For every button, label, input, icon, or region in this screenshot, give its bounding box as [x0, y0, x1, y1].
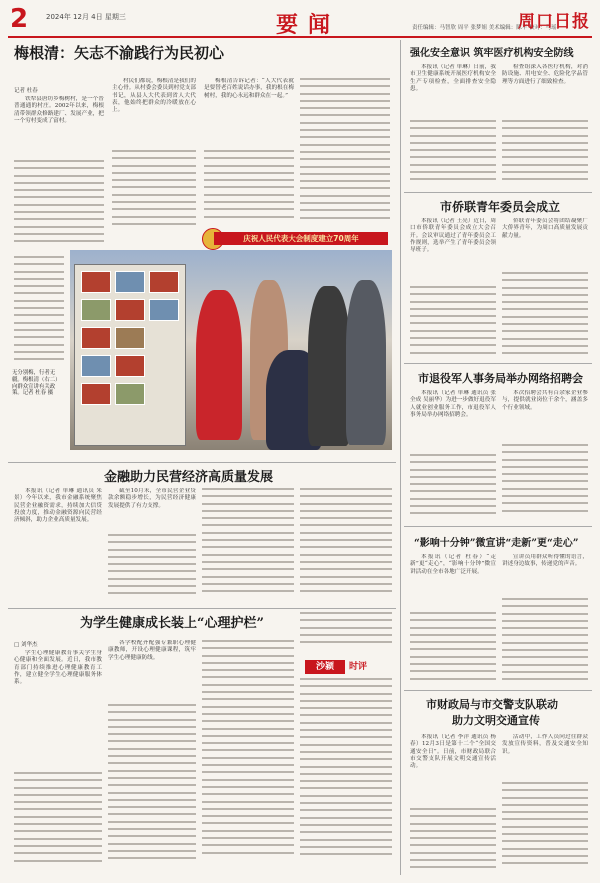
hospital-paragraph-1: 本报讯（记者 单琳）日前，我市卫生健康系统开展医疗机构安全生产专项检查，全面排查安全隐患。 — [410, 64, 496, 92]
lead-headline: 梅根清：矢志不渝践行为民初心 — [14, 44, 225, 62]
finance-paragraph-2: 截至10月末，全市民营企业贷款余额稳步增长，为民营经济健康发展提供了有力支撑。 — [108, 488, 196, 509]
masthead — [8, 6, 592, 38]
veterans-headline: 市退役军人事务局举办网络招聘会 — [418, 372, 583, 385]
overseas-text-filler — [410, 286, 496, 358]
lead-photo — [70, 250, 392, 450]
lead-text-filler — [14, 256, 64, 368]
editor-credits: 责任编辑：马智欣 周平 张梦姐 美术编辑：陈平 校对：马瑶 — [412, 25, 557, 31]
psychology-paragraph-2: 各学校配齐配强专兼职心理健康教师，开设心理健康课程，筑牢学生心理健康防线。 — [108, 640, 196, 661]
psychology-byline: □ 刘华杰 — [14, 642, 38, 648]
lead-text-filler — [14, 160, 104, 252]
lead-text-filler — [112, 150, 196, 235]
overseas-headline: 市侨联青年委员会成立 — [440, 200, 561, 214]
lead-paragraph-1: 铁犁县唐坊乡梅树村，是一个普普通通的村庄。2002年以来，梅根清带领群众修路建厂、发展产业，把一个穷村变成了富村。 — [14, 96, 104, 124]
finance-text-filler — [108, 534, 196, 602]
psychology-text-filler — [300, 612, 392, 656]
lead-byline: 记者 杜春 — [14, 88, 38, 94]
row-divider — [8, 462, 396, 463]
traffic-headline-line-1: 市财政局与市交警支队联动 — [426, 698, 558, 711]
row-divider — [404, 363, 592, 364]
overseas-paragraph-1: 本报讯（记者 王亮）近日，周口市侨联青年委员会成立大会召开。会议审议通过了青年委员会工作规则，选举产生了青年委员会领导班子。 — [410, 218, 496, 254]
hospital-paragraph-2: 检查组深入各医疗机构，对消防设施、用电安全、危险化学品管理等方面进行了细致检查。 — [502, 64, 588, 85]
finance-text-filler — [300, 488, 392, 603]
lead-paragraph-2: 村民们都说，梅根清是我们的主心骨。从村委会委员到村党支部书记，从县人大代表到省人大代表，他始终把群众的冷暖放在心上。 — [112, 78, 196, 114]
psychology-text-filler — [108, 704, 196, 872]
issue-date: 2024年 12月 4日 星期三 — [46, 13, 126, 21]
row-divider — [404, 526, 592, 527]
exhibition-board — [74, 264, 186, 446]
volunteer-figure — [196, 290, 242, 440]
veterans-paragraph-1: 本报讯（记者 单琳 通讯员 张全成 吴丽华）为进一步做好退役军人就业创业服务工作，市退役军人事务局举办网络招聘会。 — [410, 390, 496, 418]
page-number: 2 — [10, 4, 29, 34]
finance-text-filler — [202, 488, 294, 603]
row-divider — [404, 192, 592, 193]
traffic-text-filler — [410, 808, 496, 874]
commentary-label-brand: 沙颍 — [305, 660, 345, 674]
section-title: 要闻 — [276, 12, 341, 38]
psychology-headline: 为学生健康成长装上“心理护栏” — [80, 616, 264, 631]
lead-paragraph-3: 梅根清告诉记者：“人大代表就是要替老百姓说话办事，我的根在梅树村，我的心永远和群众在一起。” — [204, 78, 294, 99]
commentary-label — [305, 660, 393, 674]
traffic-headline-line-2: 助力文明交通宣传 — [452, 714, 540, 727]
lead-text-filler — [300, 78, 390, 228]
overseas-text-filler — [502, 272, 588, 358]
villager-figure — [308, 286, 350, 446]
video-text-filler — [502, 598, 588, 684]
finance-paragraph-1: 本报讯（记者 单琳 通讯员 朱景）今年以来，我市金融系统聚焦民营企业融资需求，持续加大信贷投放力度，推动金融资源向民营经济倾斜，助力企业高质量发展。 — [14, 488, 102, 524]
veterans-text-filler — [502, 444, 588, 520]
video-text-filler — [410, 612, 496, 684]
villager-figure — [346, 280, 386, 445]
video-paragraph-2: 宣讲员用群众听得懂的语言，讲述身边故事，传递党的声音。 — [502, 554, 588, 568]
row-divider — [8, 608, 396, 609]
commentary-text-filler — [300, 678, 392, 872]
hospital-text-filler — [410, 120, 496, 186]
video-paragraph-1: 本报讯（记者 杜春）“走新”更“走心”，“影响十分钟”微宣讲活动在全市各地广泛开展。 — [410, 554, 496, 575]
psychology-paragraph-1: 学生心理健康教育事关学生身心健康和全面发展。近日，我市教育部门持续推进心理健康教育工作，建立健全学生心理健康服务体系。 — [14, 650, 102, 686]
psychology-text-filler — [202, 640, 294, 872]
newspaper-logo: 周口日报 — [518, 12, 590, 32]
anniversary-banner: 庆祝人民代表大会制度建立70周年 — [214, 232, 388, 245]
lead-text-filler — [204, 150, 294, 222]
traffic-paragraph-2: 活动中，工作人员向过往群众发放宣传资料，普及交通安全知识。 — [502, 734, 588, 755]
traffic-paragraph-1: 本报讯（记者 李洋 通讯员 杨春）12月3日是第十二个“全国交通安全日”。日前，市财政局联合市交警支队开展文明交通宣传活动。 — [410, 734, 496, 770]
overseas-paragraph-2: 侨联青年委员会将团结凝聚广大侨界青年，为周口高质量发展贡献力量。 — [502, 218, 588, 239]
column-divider — [400, 40, 401, 875]
photo-caption: 无分别梅，行者无疆。梅根清（右二）向群众宣讲有关政策。记者 杜春 摄 — [12, 370, 61, 397]
commentary-label-type: 时评 — [349, 662, 368, 672]
veterans-text-filler — [410, 454, 496, 520]
veterans-paragraph-2: 本次招聘会共有百余家企业参与，提供就业岗位千余个，涵盖多个行业领域。 — [502, 390, 588, 411]
hospital-headline: 强化安全意识 筑牢医疗机构安全防线 — [410, 48, 574, 59]
hospital-text-filler — [502, 120, 588, 186]
video-headline: “影响十分钟”微宣讲“走新”更“走心” — [414, 538, 579, 549]
traffic-text-filler — [502, 782, 588, 874]
psychology-text-filler — [14, 772, 102, 872]
row-divider — [404, 690, 592, 691]
finance-headline: 金融助力民营经济高质量发展 — [104, 470, 274, 485]
